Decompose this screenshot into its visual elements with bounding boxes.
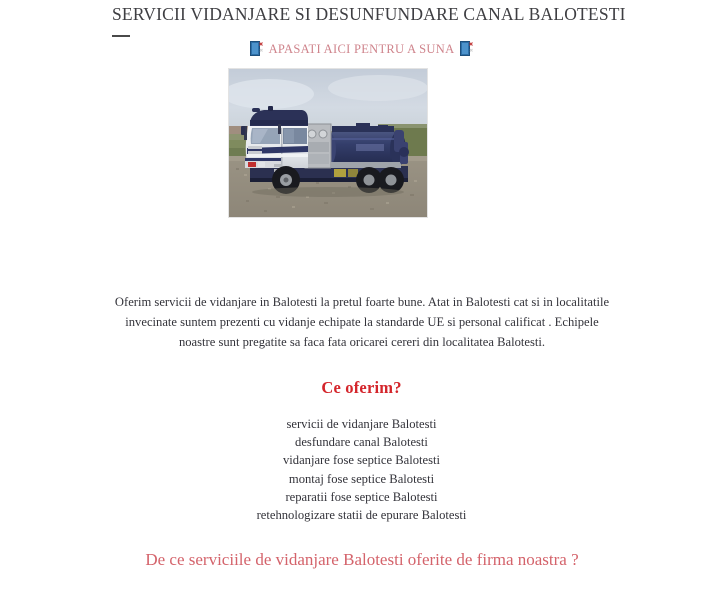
offer-heading: Ce oferim? [321,378,402,397]
page-header [112,2,632,37]
truck-photo [228,68,428,218]
services-list [0,415,723,524]
list-item: montaj fose septice Balotesti [288,471,435,486]
page-title: SERVICII VIDANJARE SI DESUNFUNDARE CANAL BALOTESTI [112,4,626,24]
intro-paragraph: Oferim servicii de vidanjare in Balotesti la pretul foarte bune. Atat in Balotesti cat si in localitatile invecinate suntem prezenti cu vidanje echipate la standarde UE si personal calificat . Echipele noastre sunt pregatite sa faca fata oricarei cereri din localitatea Balotesti. [114,295,610,349]
broken-image-icon [250,41,263,56]
call-now-link[interactable]: APASATI AICI PENTRU A SUNA [268,42,455,56]
call-to-action-row [0,40,723,58]
list-item: retehnologizare statii de epurare Balotesti [256,508,467,523]
list-item: servicii de vidanjare Balotesti [286,417,437,431]
broken-image-icon [460,41,473,56]
why-heading: De ce serviciile de vidanjare Balotesti oferite de firma noastra ? [145,550,579,569]
title-divider [112,35,130,37]
truck-photo-image [228,68,428,218]
list-item: reparatii fose septice Balotesti [285,489,438,504]
list-item: vidanjare fose septice Balotesti [282,453,441,468]
list-item: desfundare canal Balotesti [295,435,428,450]
